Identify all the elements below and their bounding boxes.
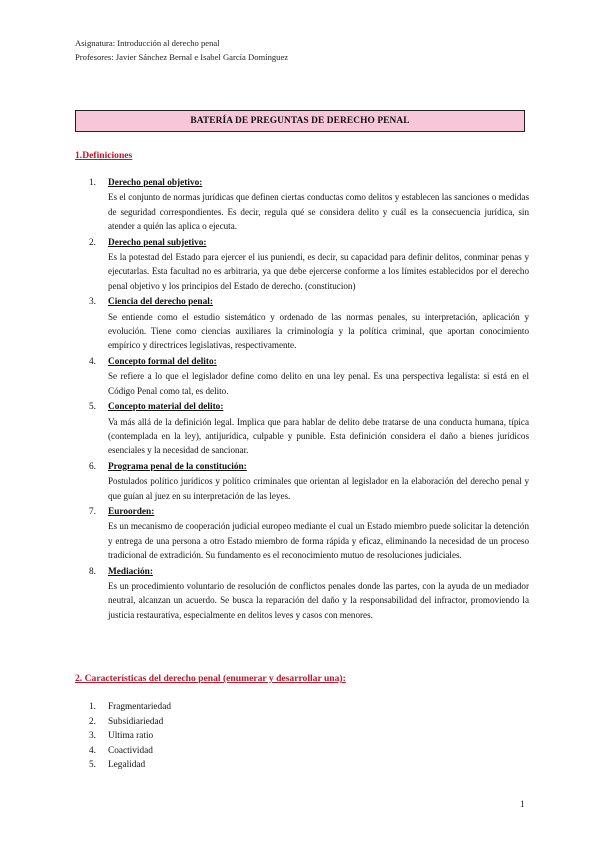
definition-number: 7. <box>89 506 96 517</box>
definition-number: 3. <box>89 297 96 308</box>
definition-text: Es un mecanismo de cooperación judicial europeo mediante el cual un Estado miembro puede solicitar la detención y entrega de una persona a otro Estado miembro de forma rápida y eficaz, eliminando la necesidad de un proceso tradicional de extradición. Su fundamento es el reconocimiento mutuo de resoluciones judiciales. <box>108 521 529 561</box>
characteristic-number: 3. <box>89 731 96 742</box>
characteristic-label: Coactividad <box>108 745 153 756</box>
definition-item <box>75 236 529 294</box>
characteristic-number: 2. <box>89 716 96 727</box>
definition-text: Es un procedimiento voluntario de resolución de conflictos penales donde las partes, con la ayuda de un mediador neutral, alcanzan un acuerdo. Se busca la reparación del daño y la responsabilidad del infractor, promoviendo la justicia restaurativa, especialmente en delitos leves y casos con menores. <box>108 580 529 620</box>
definition-number: 6. <box>89 461 96 472</box>
definition-term: Derecho penal objetivo: <box>108 178 203 188</box>
definition-number: 8. <box>89 566 96 577</box>
characteristic-item <box>75 700 171 715</box>
definition-term: Euroorden: <box>108 506 155 517</box>
characteristic-item <box>75 758 171 773</box>
definition-item <box>75 565 529 623</box>
header-professors: Profesores: Javier Sánchez Bernal e Isabel García Domínguez <box>75 52 289 62</box>
document-title: BATERÍA DE PREGUNTAS DE DERECHO PENAL <box>190 116 410 126</box>
definition-term: Concepto formal del delito: <box>108 356 217 367</box>
definition-text: Se refiere a lo que el legislador define como delito en una ley penal. Es una perspectiva legalista: si está en el Código Penal como tal, es delito. <box>108 371 529 396</box>
characteristic-item <box>75 744 171 759</box>
definition-text: Va más allá de la definición legal. Implica que para hablar de delito debe tratarse de una conducta humana, típica (contemplada en la ley), antijurídica, culpable y punible. Esta definición considera el daño a bienes jurídicos esenciales y la necesidad de sancionar. <box>108 416 529 456</box>
definition-term: Programa penal de la constitución: <box>108 461 247 472</box>
characteristic-number: 5. <box>89 760 96 771</box>
header-subject: Asignatura: Introducción al derecho penal <box>75 38 220 48</box>
section2-heading: 2. Características del derecho penal (enumerar y desarrollar una): <box>75 673 346 684</box>
definition-text: Postulados político jurídicos y político criminales que orientan al legislador en la elaboración del derecho penal y que guían al juez en su interpretación de las leyes. <box>108 476 529 501</box>
definition-number: 4. <box>89 356 96 367</box>
page-number: 1 <box>520 799 525 809</box>
characteristic-label: Subsidiariedad <box>108 716 164 727</box>
definition-term: Derecho penal subjetivo: <box>108 237 207 248</box>
definition-item <box>75 460 529 503</box>
characteristic-item <box>75 715 171 730</box>
characteristic-label: Fragmentariedad <box>108 702 171 712</box>
definition-number: 1. <box>89 178 96 188</box>
definition-item <box>75 295 529 353</box>
definition-number: 2. <box>89 237 96 248</box>
definition-term: Mediación: <box>108 566 153 577</box>
document-header <box>75 36 288 64</box>
definition-term: Concepto material del delito: <box>108 402 224 413</box>
characteristics-list <box>75 700 171 773</box>
section1-heading: 1.Definiciones <box>75 150 133 161</box>
characteristic-label: Ultima ratio <box>108 731 154 742</box>
characteristic-number: 4. <box>89 745 96 756</box>
characteristic-item <box>75 729 171 744</box>
title-box <box>75 110 525 132</box>
definition-text: Es la potestad del Estado para ejercer el ius puniendi, es decir, su capacidad para definir delitos, conminar penas y ejecutarlas. Esta facultad no es arbitraria, ya que debe ejercerse conforme a los límites establecidos por el derecho penal objetivo y los principios del Estado de derecho. (constitucion) <box>108 252 529 291</box>
definition-item <box>75 176 529 234</box>
definition-item <box>75 355 529 398</box>
definition-number: 5. <box>89 402 96 413</box>
characteristic-label: Legalidad <box>108 760 146 771</box>
definitions-list <box>75 176 529 624</box>
definition-item <box>75 400 529 458</box>
definition-text: Se entiende como el estudio sistemático y ordenado de las normas penales, su interpretación, aplicación y evolución. Tiene como ciencias auxiliares la criminología y la política criminal, que aportan conocimiento empírico y directrices legislativas, respectivamente. <box>108 311 529 351</box>
definition-term: Ciencia del derecho penal: <box>108 297 213 308</box>
definition-text: Es el conjunto de normas jurídicas que definen ciertas conductas como delitos y establecen las sanciones o medidas de seguridad correspondientes. Es decir, regula qué se considera delito y cuál es la consecuencia jurídica, sin atender a quién las aplica o ejecuta. <box>108 192 529 232</box>
characteristic-number: 1. <box>89 702 96 712</box>
definition-item <box>75 505 529 563</box>
